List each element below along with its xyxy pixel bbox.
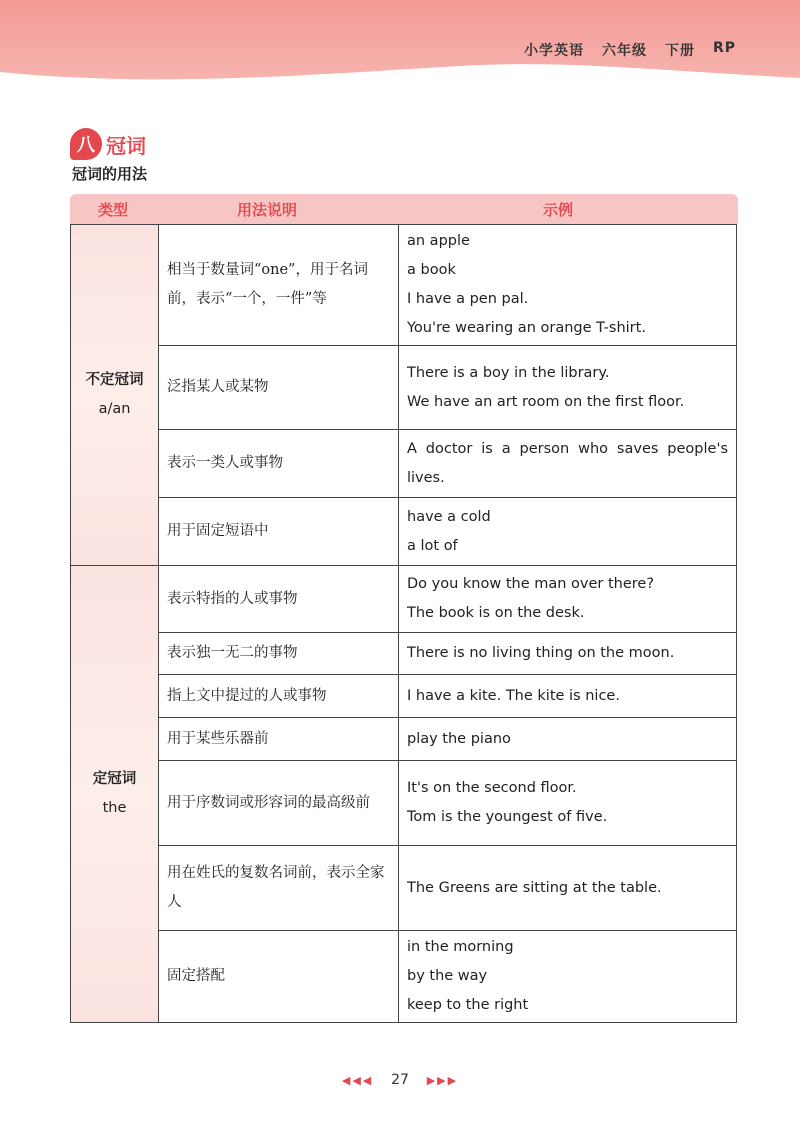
example-cell — [399, 675, 737, 718]
table-row — [71, 225, 737, 346]
usage-cell: 用于序数词或形容词的最高级前 — [159, 761, 399, 846]
type-cell-definite — [71, 566, 159, 1023]
example-line: We have an art room on the first floor. — [407, 393, 685, 410]
example-line: play the piano — [407, 730, 511, 747]
type-sub-label: a/an — [98, 401, 131, 417]
header-type: 类型 — [97, 200, 128, 219]
next-arrows-icon: ▶▶▶ — [426, 1074, 459, 1087]
example-line: I have a pen pal. — [407, 291, 529, 307]
table-row — [71, 346, 737, 430]
example-line: a book — [407, 262, 456, 278]
table-row — [71, 761, 737, 846]
usage-cell: 泛指某人或某物 — [159, 346, 399, 430]
table-row — [71, 931, 737, 1023]
example-line: It's on the second floor. — [407, 780, 577, 796]
header-subject: 小学英语 — [523, 43, 584, 59]
example-line: in the morning — [407, 939, 514, 955]
table-row — [71, 430, 737, 498]
running-header — [524, 40, 736, 60]
usage-cell: 用在姓氏的复数名词前，表示全家人 — [159, 846, 399, 931]
example-line: an apple — [407, 233, 470, 249]
page-number: 27 — [391, 1072, 409, 1088]
usage-cell: 表示特指的人或事物 — [159, 566, 399, 633]
example-line: There is a boy in the library. — [407, 364, 610, 381]
example-line: There is no living thing on the moon. — [407, 645, 675, 661]
example-cell — [399, 846, 737, 931]
section-name: 冠词 — [106, 133, 146, 158]
usage-cell: 用于固定短语中 — [159, 498, 399, 566]
article-usage-table — [70, 224, 737, 1023]
section-title — [70, 128, 146, 160]
type-sub-label: the — [102, 800, 127, 816]
example-line: keep to the right — [407, 997, 529, 1013]
example-cell — [399, 633, 737, 675]
example-line: a lot of — [407, 537, 458, 554]
example-line: The book is on the desk. — [407, 605, 585, 621]
example-cell — [399, 498, 737, 566]
usage-cell: 表示独一无二的事物 — [159, 633, 399, 675]
header-edition: RP — [712, 40, 736, 56]
example-cell — [399, 225, 737, 346]
usage-cell: 相当于数量词“one”，用于名词前，表示“一个，一件”等 — [159, 225, 399, 346]
usage-cell: 指上文中提过的人或事物 — [159, 675, 399, 718]
example-line: I have a kite. The kite is nice. — [407, 687, 620, 704]
example-line: Tom is the youngest of five. — [407, 809, 608, 825]
table-row — [71, 633, 737, 675]
type-label: 不定冠词 — [85, 372, 144, 388]
page-subtitle: 冠词的用法 — [72, 165, 148, 183]
table-row — [71, 718, 737, 761]
header-usage: 用法说明 — [236, 200, 297, 219]
example-cell — [399, 931, 737, 1023]
example-cell — [399, 346, 737, 430]
usage-cell: 表示一类人或事物 — [159, 430, 399, 498]
example-line: have a cold — [407, 508, 491, 525]
example-line: Do you know the man over there? — [407, 576, 655, 592]
example-cell — [399, 430, 737, 498]
type-label: 定冠词 — [92, 771, 137, 787]
table-row — [71, 566, 737, 633]
header-volume: 下册 — [664, 43, 695, 59]
header-grade: 六年级 — [601, 43, 647, 59]
type-cell-indefinite — [71, 225, 159, 566]
table-row — [71, 846, 737, 931]
page-footer — [0, 1072, 800, 1088]
example-line: You're wearing an orange T-shirt. — [407, 320, 646, 336]
table-header — [70, 194, 738, 224]
header-examples: 示例 — [542, 200, 573, 219]
usage-cell: 用于某些乐器前 — [159, 718, 399, 761]
table-row — [71, 675, 737, 718]
example-cell — [399, 761, 737, 846]
example-line: by the way — [407, 968, 488, 984]
example-line: The Greens are sitting at the table. — [407, 879, 662, 896]
example-line: A doctor is a person who saves people's lives. — [407, 440, 728, 486]
prev-arrows-icon: ◀◀◀ — [341, 1074, 374, 1087]
usage-cell: 固定搭配 — [159, 931, 399, 1023]
section-number-badge: 八 — [70, 128, 102, 160]
table-row — [71, 498, 737, 566]
example-cell — [399, 566, 737, 633]
example-cell — [399, 718, 737, 761]
